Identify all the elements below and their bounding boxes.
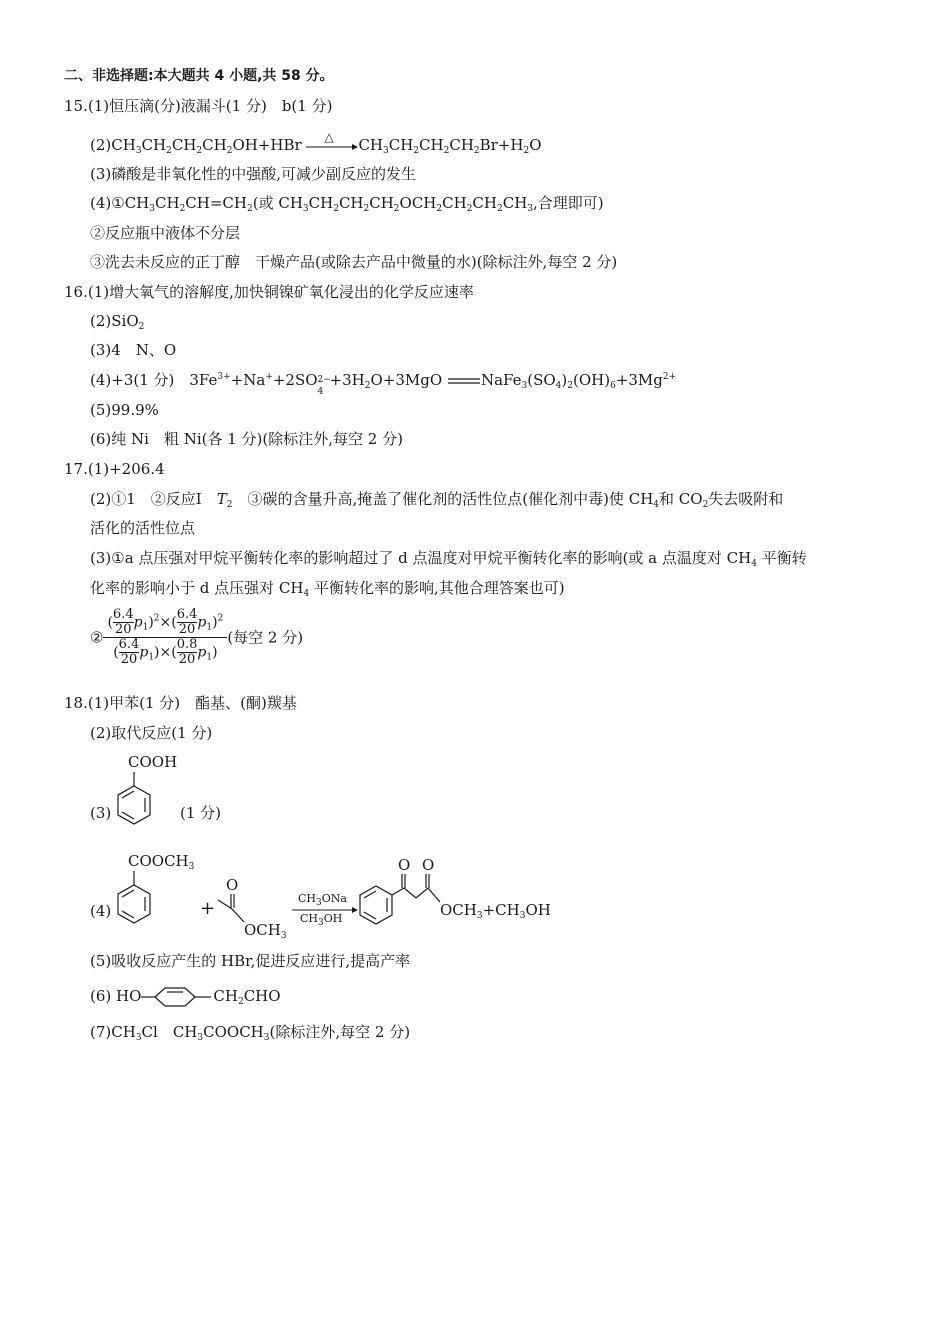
q17-line-2: (2)①1 ②反应Ⅰ $T_2$ ③碳的含量升高,掩盖了催化剂的活性位点(催化剂中毒)使 $CH_4$和 $CO_2$失去吸附和 <box>90 490 784 510</box>
q16-line-3: (3)4 N、O <box>90 341 177 359</box>
benzoic-acid-structure <box>110 770 158 838</box>
equals-arrow-icon <box>447 376 481 386</box>
q17-line-4: (3)①a 点压强对甲烷平衡转化率的影响超过了 d 点温度对甲烷平衡转化率的影响(或 a 点温度对 $CH_4$ 平衡转 <box>90 549 807 569</box>
q15-line-6: ③洗去未反应的正丁醇 干燥产品(或除去产品中微量的水)(除标注外,每空 2 分) <box>90 253 618 271</box>
q15-line-5: ②反应瓶中液体不分层 <box>90 224 241 242</box>
product-o2-label: O <box>422 856 435 874</box>
q18-line-5: (5)吸收反应产生的 HBr,促进反应进行,提高产率 <box>90 952 411 970</box>
methyl-benzoate-structure <box>110 869 158 937</box>
acetate-och3-label: $OCH_3$ <box>244 921 287 941</box>
q17-line-1: 17.(1)+206.4 <box>64 460 165 478</box>
q18-item-4-label: (4) <box>90 902 112 920</box>
q16-line-5: (5)99.9% <box>90 401 159 419</box>
q18-line-6: (6) HO $CH_2CHO$ <box>90 987 281 1007</box>
product-och3-label: $OCH_3+CH_3OH$ <box>440 901 551 921</box>
product-o1-label: O <box>398 856 411 874</box>
para-phenylene-structure <box>141 986 213 1008</box>
plus-sign: + <box>200 898 216 919</box>
q18-line-1: 18.(1)甲苯(1 分) 酯基、(酮)羰基 <box>64 694 297 712</box>
q15-line-1: 15.(1)恒压滴(分)液漏斗(1 分) b(1 分) <box>64 97 333 115</box>
acetate-o-label: O <box>226 876 239 894</box>
q15-line-4: $(4)①CH_3CH_2CH=CH_2$(或 $CH_3CH_2CH_2CH_2OCH_2CH_2CH_2CH_3$,合理即可) <box>90 194 604 214</box>
q18-item-3-score: (1 分) <box>180 804 222 822</box>
cooch3-label: $COOCH_3$ <box>128 852 195 872</box>
section-title: 二、非选择题:本大题共 4 小题,共 58 分。 <box>64 68 334 84</box>
kp-expression: ② ( $\frac{6.4}{20}$ $p_1)^2\times$( $\frac{6.4}{20}$ $p_1)^2$ ( $\frac{6.4}{20}$ $p_1)\times$( $\frac{0.8}{20}$ $p_1$) (每空 2 分) <box>90 607 304 667</box>
q16-line-1: 16.(1)增大氧气的溶解度,加快铜镍矿氧化浸出的化学反应速率 <box>64 283 474 301</box>
q15-line-2: $(2)CH_3CH_2CH_2CH_2OH+HBr$ △ $CH_3CH_2CH_2CH_2Br+H_2O$ <box>90 130 542 156</box>
q16-line-4: (4)+3(1 分) $3Fe^{3+}+Na^++2SO$ 2− 4 $+3H_2O+3MgO$ $NaFe_3(SO_4)_2(OH)_6+3Mg^{2+}$ <box>90 371 677 397</box>
q16-line-2: (2)SiO$_2$ <box>90 312 145 332</box>
q18-line-7: $(7)CH_3Cl$ $CH_3COOCH_3$(除标注外,每空 2 分) <box>90 1023 411 1043</box>
q18-item-3-label: (3) <box>90 804 112 822</box>
q15-line-3: (3)磷酸是非氧化性的中强酸,可减少副反应的发生 <box>90 165 417 183</box>
q17-line-5: 化率的影响小于 d 点压强对 $CH_4$ 平衡转化率的影响,其他合理答案也可) <box>90 579 565 599</box>
reagent-top: $CH_3ONa$ <box>298 892 347 908</box>
reagent-bottom: $CH_3OH$ <box>300 912 343 928</box>
cooh-label: COOH <box>128 753 178 771</box>
heat-arrow-icon: △ <box>306 139 358 153</box>
product-structure <box>356 872 446 938</box>
q17-line-3: 活化的活性位点 <box>90 519 196 537</box>
q18-line-2: (2)取代反应(1 分) <box>90 724 213 742</box>
q16-line-6: (6)纯 Ni 粗 Ni(各 1 分)(除标注外,每空 2 分) <box>90 430 403 448</box>
